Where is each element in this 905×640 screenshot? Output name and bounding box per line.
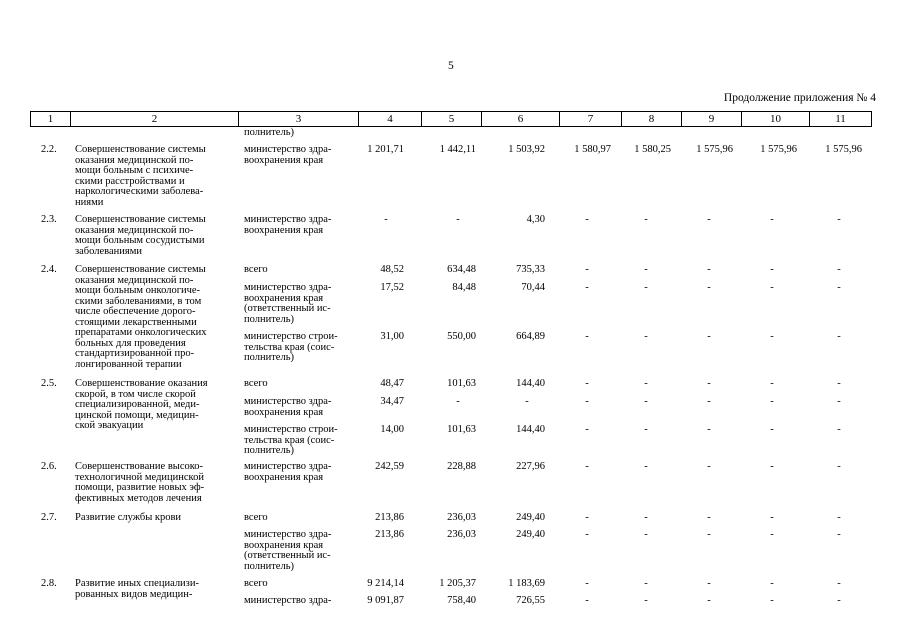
value-cell: - [644, 578, 648, 589]
value-cell: - [770, 282, 774, 293]
executor-label: министерство строи- тельства края (соис- полнитель) [244, 331, 338, 363]
header-cell: 5 [421, 111, 482, 127]
value-cell: - [585, 424, 589, 435]
row-name: Развитие иных специализи- рованных видов медицин- [75, 578, 199, 600]
executor-label: министерство здра- воохранения края [244, 396, 332, 418]
value-cell: - [707, 424, 711, 435]
header-cell: 9 [681, 111, 742, 127]
value-cell: 48,52 [380, 264, 404, 275]
row-number: 2.4. [41, 264, 57, 275]
value-cell: 236,03 [447, 529, 476, 540]
value-cell: - [644, 378, 648, 389]
value-cell: 634,48 [447, 264, 476, 275]
value-cell: - [837, 331, 841, 342]
header-cell: 4 [358, 111, 422, 127]
executor-label: министерство здра- воохранения края [244, 214, 332, 236]
value-cell: - [837, 595, 841, 606]
value-cell: 1 442,11 [439, 144, 476, 155]
executor-label: всего [244, 512, 268, 523]
value-cell: - [770, 331, 774, 342]
value-cell: - [644, 461, 648, 472]
value-cell: 664,89 [516, 331, 545, 342]
value-cell: - [525, 396, 529, 407]
value-cell: - [837, 529, 841, 540]
value-cell: - [770, 378, 774, 389]
value-cell: 1 575,96 [760, 144, 797, 155]
value-cell: 84,48 [452, 282, 476, 293]
header-cell: 10 [741, 111, 810, 127]
value-cell: 1 575,96 [696, 144, 733, 155]
value-cell: 14,00 [380, 424, 404, 435]
value-cell: - [837, 378, 841, 389]
row-name: Совершенствование системы оказания медицинской по- мощи больным с психиче- скими расстройствами и наркологическими заболева- ниями [75, 144, 206, 208]
value-cell: 758,40 [447, 595, 476, 606]
value-cell: - [770, 396, 774, 407]
header-cell: 11 [809, 111, 872, 127]
value-cell: 1 205,37 [439, 578, 476, 589]
row-name: Развитие службы крови [75, 512, 182, 523]
value-cell: - [770, 424, 774, 435]
value-cell: - [837, 461, 841, 472]
value-cell: - [456, 214, 460, 225]
value-cell: 249,40 [516, 512, 545, 523]
value-cell: - [585, 578, 589, 589]
value-cell: - [707, 282, 711, 293]
value-cell: - [837, 424, 841, 435]
value-cell: - [770, 512, 774, 523]
value-cell: 249,40 [516, 529, 545, 540]
header-cell: 2 [70, 111, 239, 127]
value-cell: 228,88 [447, 461, 476, 472]
value-cell: 9 214,14 [367, 578, 404, 589]
value-cell: - [585, 396, 589, 407]
value-cell: - [770, 461, 774, 472]
value-cell: - [644, 214, 648, 225]
value-cell: - [644, 264, 648, 275]
value-cell: - [837, 214, 841, 225]
value-cell: - [585, 282, 589, 293]
header-cell: 8 [621, 111, 682, 127]
row-name: Совершенствование высоко- технологичной медицинской помощи, развитие новых эф- фективных методов лечения [75, 461, 205, 504]
value-cell: - [585, 214, 589, 225]
value-cell: 9 091,87 [367, 595, 404, 606]
row-name: Совершенствование системы оказания медицинской по- мощи больным онкологиче- скими заболеваниями, в том числе обеспечение дорого- стоящими лекарственными препаратами онкологических больных для проведения стандартизированной про- лонгированной терапии [75, 264, 207, 370]
row-number: 2.7. [41, 512, 57, 523]
row-name: Совершенствование оказания скорой, в том числе скорой специализированной, меди- цинской помощи, медицин- ской эвакуации [75, 378, 208, 431]
value-cell: - [770, 264, 774, 275]
value-cell: - [585, 264, 589, 275]
value-cell: 1 580,97 [574, 144, 611, 155]
value-cell: - [644, 282, 648, 293]
row-number: 2.5. [41, 378, 57, 389]
header-cell: 7 [559, 111, 622, 127]
value-cell: 236,03 [447, 512, 476, 523]
value-cell: - [644, 595, 648, 606]
value-cell: 550,00 [447, 331, 476, 342]
value-cell: - [585, 512, 589, 523]
row-number: 2.2. [41, 144, 57, 155]
value-cell: - [585, 529, 589, 540]
header-cell: 1 [30, 111, 71, 127]
appendix-subtitle: Продолжение приложения № 4 [723, 92, 876, 104]
value-cell: 227,96 [516, 461, 545, 472]
value-cell: - [585, 331, 589, 342]
executor-label: министерство здра- воохранения края (ответственный ис- полнитель) [244, 529, 332, 572]
value-cell: - [837, 578, 841, 589]
value-cell: 1 503,92 [508, 144, 545, 155]
value-cell: - [585, 461, 589, 472]
value-cell: 144,40 [516, 378, 545, 389]
value-cell: 31,00 [380, 331, 404, 342]
value-cell: 1 201,71 [367, 144, 404, 155]
value-cell: 17,52 [380, 282, 404, 293]
row-number: 2.3. [41, 214, 57, 225]
value-cell: - [837, 264, 841, 275]
value-cell: 242,59 [375, 461, 404, 472]
executor-label: всего [244, 378, 268, 389]
value-cell: 34,47 [380, 396, 404, 407]
executor-label: министерство здра- воохранения края [244, 461, 332, 483]
value-cell: 101,63 [447, 378, 476, 389]
value-cell: - [770, 595, 774, 606]
value-cell: - [707, 396, 711, 407]
row-name: Совершенствование системы оказания медицинской по- мощи больным сосудистыми заболеваниями [75, 214, 206, 257]
value-cell: 213,86 [375, 529, 404, 540]
value-cell: - [644, 529, 648, 540]
executor-label: министерство здра- [244, 595, 332, 606]
value-cell: - [770, 529, 774, 540]
carryover-text: полнитель) [244, 127, 294, 138]
value-cell: 726,55 [516, 595, 545, 606]
value-cell: - [770, 214, 774, 225]
executor-label: министерство строи- тельства края (соис- полнитель) [244, 424, 338, 456]
row-number: 2.6. [41, 461, 57, 472]
executor-label: всего [244, 264, 268, 275]
header-cell: 3 [238, 111, 359, 127]
executor-label: всего [244, 578, 268, 589]
page-number: 5 [448, 60, 454, 72]
value-cell: - [707, 378, 711, 389]
value-cell: - [707, 595, 711, 606]
value-cell: - [707, 331, 711, 342]
value-cell: - [707, 461, 711, 472]
value-cell: - [707, 264, 711, 275]
value-cell: 213,86 [375, 512, 404, 523]
value-cell: 1 183,69 [508, 578, 545, 589]
value-cell: - [770, 578, 774, 589]
value-cell: - [837, 512, 841, 523]
value-cell: - [644, 424, 648, 435]
executor-label: министерство здра- воохранения края [244, 144, 332, 166]
value-cell: 4,30 [526, 214, 545, 225]
value-cell: 144,40 [516, 424, 545, 435]
value-cell: 1 580,25 [634, 144, 671, 155]
value-cell: - [585, 595, 589, 606]
value-cell: - [707, 529, 711, 540]
value-cell: 735,33 [516, 264, 545, 275]
value-cell: - [837, 396, 841, 407]
header-cell: 6 [481, 111, 560, 127]
value-cell: 101,63 [447, 424, 476, 435]
value-cell: - [707, 578, 711, 589]
value-cell: - [456, 396, 460, 407]
executor-label: министерство здра- воохранения края (ответственный ис- полнитель) [244, 282, 332, 325]
value-cell: 70,44 [521, 282, 545, 293]
value-cell: - [644, 512, 648, 523]
value-cell: - [837, 282, 841, 293]
row-number: 2.8. [41, 578, 57, 589]
value-cell: - [644, 396, 648, 407]
value-cell: - [384, 214, 388, 225]
value-cell: - [707, 512, 711, 523]
value-cell: - [707, 214, 711, 225]
value-cell: 1 575,96 [825, 144, 862, 155]
value-cell: - [644, 331, 648, 342]
value-cell: 48,47 [380, 378, 404, 389]
value-cell: - [585, 378, 589, 389]
